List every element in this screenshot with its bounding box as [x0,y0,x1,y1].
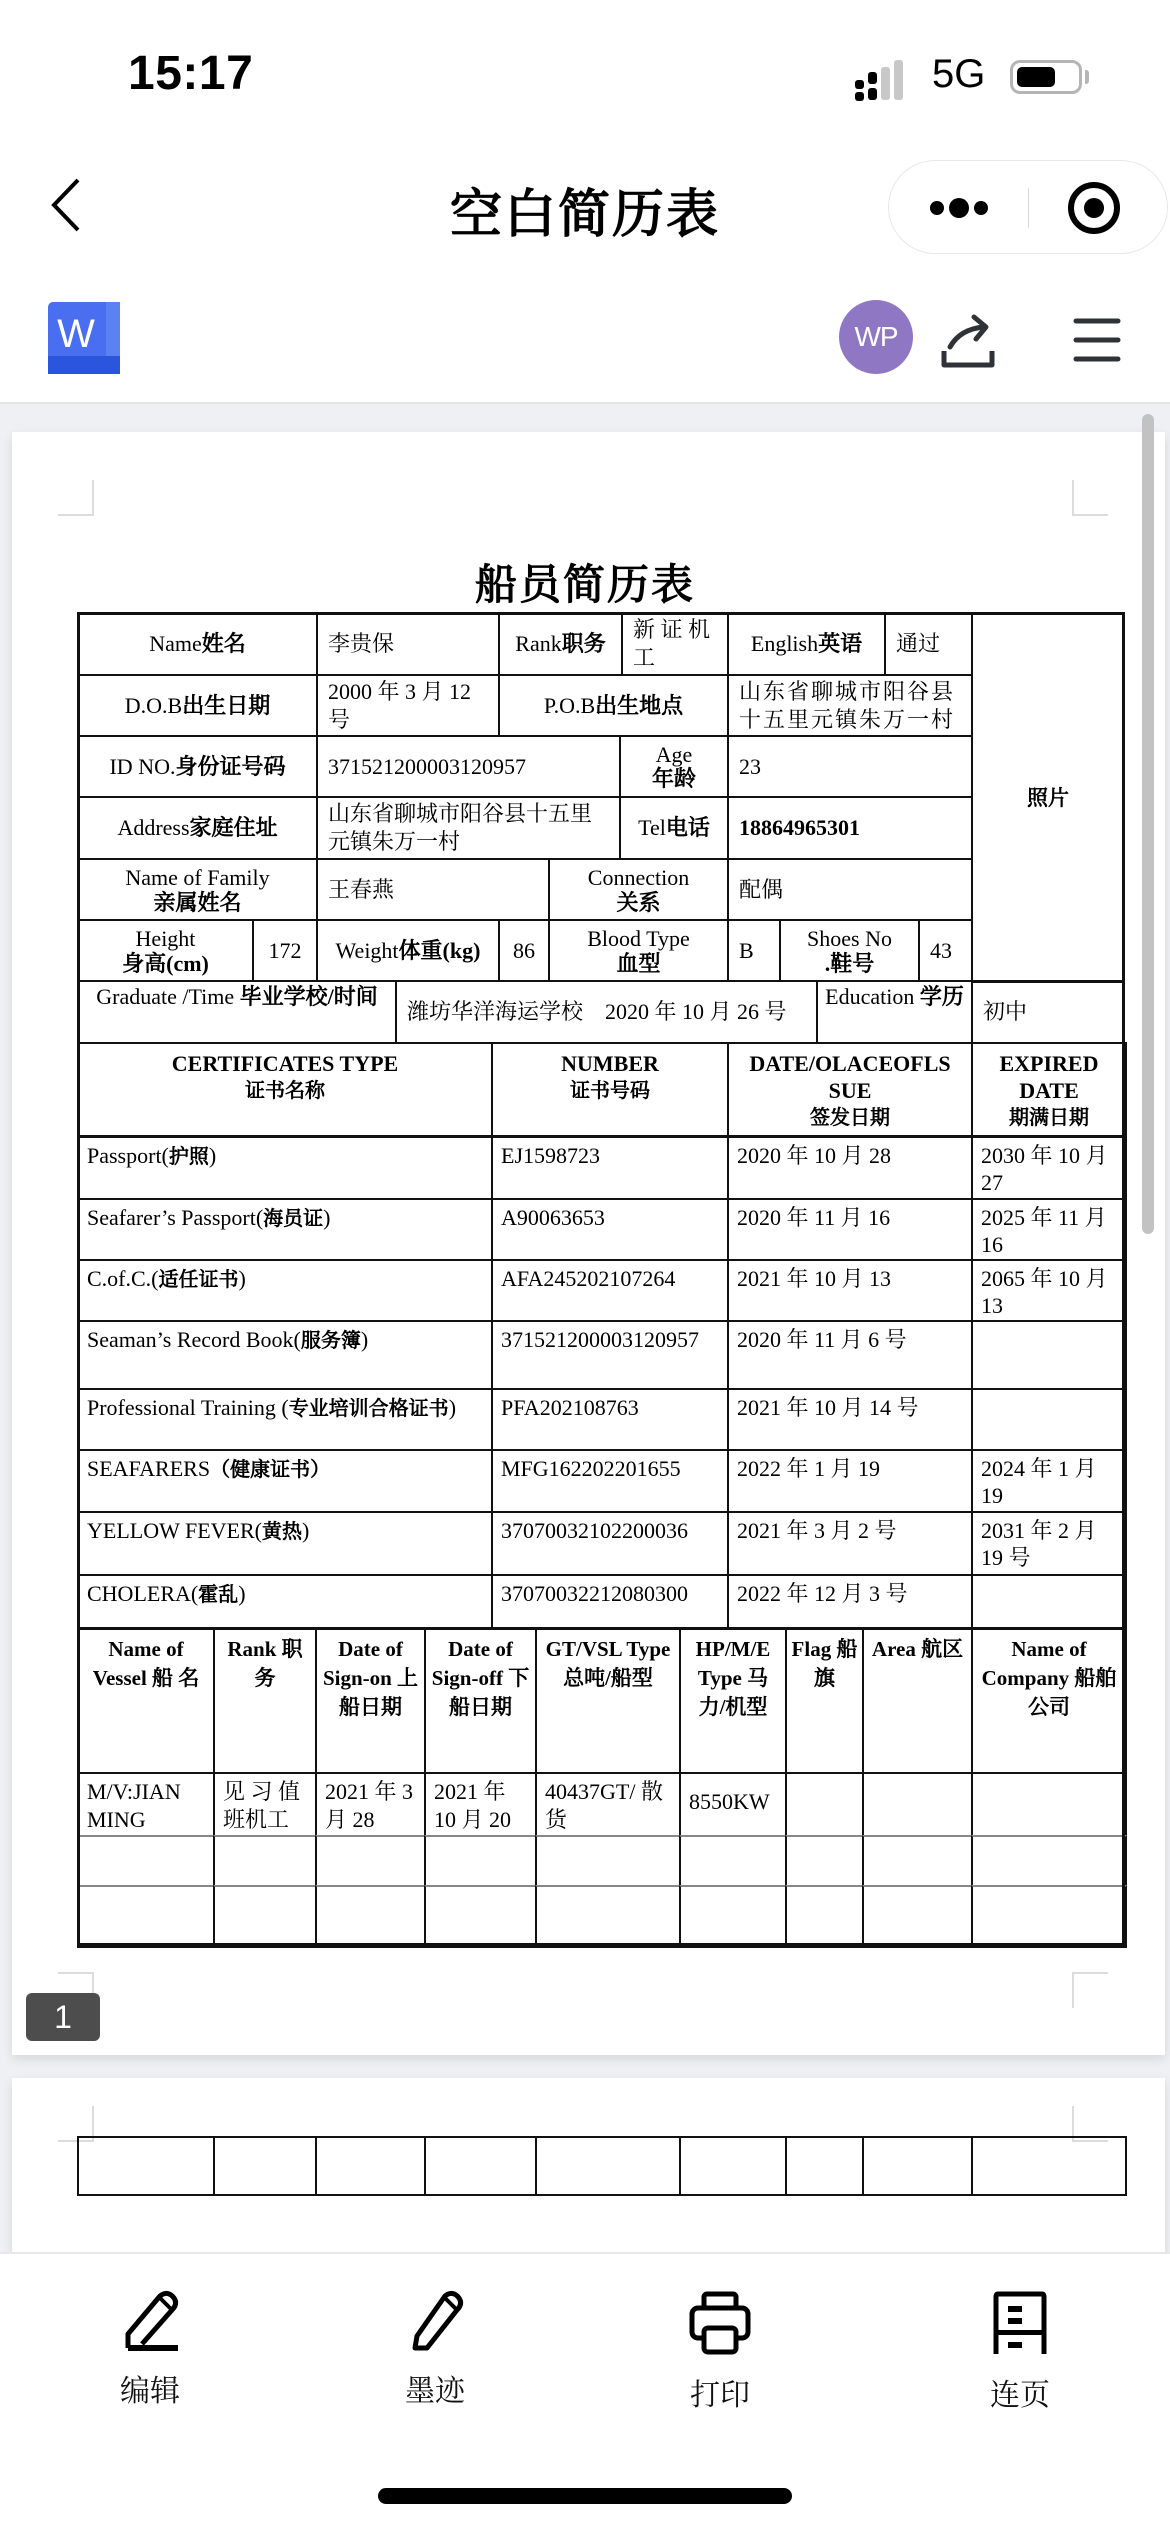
cert-expires-cell: 2065 年 10 月 13 [971,1259,1127,1322]
service-table-cell [679,1885,787,1948]
service-table-cell: 2021 年 3 月 28 [315,1772,426,1837]
cert-type-en: Professional Training ( [87,1395,289,1420]
page2-table-cell [213,2136,317,2196]
cert-issued-cell: 2022 年 1 月 19 [727,1449,973,1513]
avatar[interactable]: WP [839,300,913,374]
cert-header-cell [77,1042,493,1137]
rank-value: 新 证 机工 [621,612,729,676]
family-label: Name of Family 亲属姓名 [77,858,318,921]
cert-issued-cell: 2021 年 10 月 13 [727,1259,973,1322]
cert-type-en: Seafarer’s Passport( [87,1205,264,1230]
mini-program-capsule [888,160,1168,254]
cert-issued-cell: 2020 年 10 月 28 [727,1136,973,1200]
cert-number-cell: EJ1598723 [491,1136,729,1200]
service-table-cell [315,1835,426,1887]
english-label: English 英语 [727,612,886,676]
page2-table-cell [77,2136,215,2196]
service-table-cell [785,1885,864,1948]
cert-type-zh: 适任证书 [158,1267,239,1291]
cert-type-zh: （健康证书） [210,1457,331,1481]
cert-type-cell [77,1320,493,1390]
cert-expires-cell: 2031 年 2 月 19 号 [971,1511,1127,1576]
cert-number-cell: 371521200003120957 [491,1320,729,1390]
service-table-cell [862,1772,973,1837]
cert-number-cell: 37070032102200036 [491,1511,729,1576]
cert-expires-cell [971,1320,1127,1390]
service-table-cell: 见 习 值班机工 [213,1772,317,1837]
cert-type-tail: ) [360,1327,369,1352]
status-time: 15:17 [128,47,254,100]
weight-label: Weight 体重(kg) [316,919,500,982]
edit-pen-icon [120,2290,180,2352]
service-table-cell: 40437GT/ 散货 [535,1772,681,1837]
share-button[interactable] [930,305,1002,377]
cert-type-cell [77,1388,493,1451]
service-table-cell [77,1885,215,1948]
service-header-cell: Date of Sign-off 下船日期 [424,1627,537,1774]
service-header-cell: GT/VSL Type 总吨/船型 [535,1627,681,1774]
service-table-cell [213,1835,317,1887]
battery-cap [1085,70,1089,84]
tel-value: 18864965301 [727,796,973,860]
service-header-cell: Flag 船旗 [785,1627,864,1774]
cert-header-cell [971,1042,1127,1137]
service-table-cell: M/V:JIAN MING [77,1772,215,1837]
pob-label: P.O.B 出生地点 [498,674,729,737]
cert-header-en: EXPIRED DATE [999,1051,1099,1103]
cert-header-cell [727,1042,973,1137]
cert-type-cell [77,1574,493,1630]
connection-value: 配偶 [727,858,973,921]
cert-number-cell: AFA245202107264 [491,1259,729,1322]
cert-type-cell [77,1198,493,1261]
service-table-cell [315,1885,426,1948]
print-button[interactable] [645,2290,795,2410]
more-dots-icon [889,161,1028,255]
service-table-cell [535,1835,681,1887]
connection-label: Connection 关系 [548,858,729,921]
cert-header-zh: 签发日期 [810,1105,890,1129]
service-table-cell [971,1772,1127,1837]
cert-header-zh: 期满日期 [1009,1105,1089,1129]
page2-table-cell [971,2136,1127,2196]
service-table-cell [785,1772,864,1837]
word-app-icon [48,302,120,374]
battery-icon [1010,60,1082,94]
continuous-page-icon [990,2290,1050,2356]
cert-expires-cell [971,1388,1127,1451]
cert-type-zh: 霍乱 [198,1582,239,1606]
page2-table-cell [862,2136,973,2196]
edit-button[interactable] [75,2290,225,2410]
cert-expires-cell: 2024 年 1 月 19 [971,1449,1127,1513]
cert-type-cell [77,1136,493,1200]
cert-number-cell: A90063653 [491,1198,729,1261]
word-letter: W [57,312,95,356]
ink-button[interactable] [360,2290,510,2410]
name-label: Name 姓名 [77,612,318,676]
name-value: 李贵保 [316,612,500,676]
cert-type-tail: ) [448,1395,457,1420]
cert-type-tail: ) [323,1205,331,1230]
education-value: 初中 [971,980,1125,1044]
edit-label: 编辑 [120,2375,180,2408]
address-value: 山东省聊城市阳谷县十五里元镇朱万一村 [316,796,621,860]
service-header-cell: Area 航区 [862,1627,973,1774]
cert-type-tail: ) [238,1266,246,1291]
service-table-cell [424,1835,537,1887]
cert-expires-cell [971,1574,1127,1630]
shoes-value: 43 [918,919,973,982]
education-label: Education 学历 [816,980,973,1044]
service-table-cell [971,1885,1127,1948]
ink-pencil-icon [405,2290,465,2352]
service-header-cell: Name of Company 船舶公司 [971,1627,1127,1774]
printer-icon [688,2290,752,2356]
service-table-cell [862,1835,973,1887]
cert-type-tail: ) [208,1143,217,1168]
cert-expires-cell: 2030 年 10 月 27 [971,1136,1127,1200]
blood-label: Blood Type 血型 [548,919,729,982]
cert-number-cell: MFG162202201655 [491,1449,729,1513]
age-label: Age 年龄 [619,735,729,798]
document-title: 船员简历表 [474,560,695,609]
more-button[interactable] [889,161,1028,255]
shoes-label: Shoes No .鞋号 [779,919,920,982]
address-label: Address 家庭住址 [77,796,318,860]
page2-table-cell [679,2136,787,2196]
photo-placeholder: 照片 [971,612,1125,983]
page2-table-cell [535,2136,681,2196]
crop-mark [1072,1972,1108,2008]
crop-mark [58,480,94,516]
share-icon [930,305,1002,377]
cert-type-cell [77,1449,493,1513]
cert-type-en: YELLOW FEVER( [87,1518,262,1543]
page2-table-fragment [77,2136,1125,2196]
cert-header-zh: 证书号码 [570,1078,650,1102]
cert-issued-cell: 2020 年 11 月 16 [727,1198,973,1261]
cert-type-zh: 服务簿 [300,1328,361,1352]
rank-label: Rank 职务 [498,612,623,676]
service-table-cell: 8550KW [679,1772,787,1837]
service-table-cell [424,1885,537,1948]
cert-header-en: DATE/OLACEOFLS SUE [749,1051,951,1103]
id-value: 371521200003120957 [316,735,621,798]
tel-label: Tel 电话 [619,796,729,860]
cert-issued-cell: 2021 年 10 月 14 号 [727,1388,973,1451]
page2-table-cell [424,2136,537,2196]
target-close-icon [1029,161,1167,255]
cert-issued-cell: 2020 年 11 月 6 号 [727,1320,973,1390]
service-header-cell: HP/M/E Type 马力/机型 [679,1627,787,1774]
weight-value: 86 [498,919,550,982]
home-indicator [378,2488,792,2504]
menu-button[interactable] [1060,305,1134,377]
cert-header-cell [491,1042,729,1137]
cert-type-en: Passport( [87,1143,169,1168]
cert-number-cell: PFA202108763 [491,1388,729,1451]
scrollbar[interactable] [1142,414,1154,1234]
height-value: 172 [252,919,318,982]
page-title: 空白简历表 [449,186,720,244]
cert-header-en: NUMBER [561,1051,659,1076]
service-table-cell [679,1835,787,1887]
hamburger-menu-icon [1060,305,1134,377]
service-header-cell: Date of Sign-on 上船日期 [315,1627,426,1774]
height-label: Height 身高(cm) [77,919,254,982]
english-value: 通过 [884,612,973,676]
graduate-label: Graduate /Time 毕业学校/时间 [77,980,397,1044]
cert-type-zh: 海员证 [263,1206,324,1230]
service-table-cell: 2021 年 10 月 20 [424,1772,537,1837]
service-table-cell [213,1885,317,1948]
cellular-signal-icon [855,60,915,100]
dob-label: D.O.B 出生日期 [77,674,318,737]
id-label: ID NO. 身份证号码 [77,735,318,798]
graduate-value: 潍坊华洋海运学校 2020 年 10 月 26 号 [395,980,818,1044]
cert-type-zh: 护照 [168,1144,209,1168]
cert-header-en: CERTIFICATES TYPE [171,1051,399,1076]
network-type: 5G [932,52,986,96]
service-table-cell [535,1885,681,1948]
close-mini-program-button[interactable] [1029,161,1167,255]
cert-type-cell [77,1259,493,1322]
cert-header-zh: 证书名称 [245,1078,325,1102]
page-number-badge: 1 [26,1993,100,2041]
page2-table-cell [785,2136,864,2196]
blood-value: B [727,919,781,982]
cert-type-cell [77,1511,493,1576]
age-value: 23 [727,735,973,798]
cert-type-zh: 专业培训合格证书 [288,1396,449,1420]
cert-type-en: CHOLERA( [87,1581,199,1606]
crop-mark [1072,480,1108,516]
continuous-page-label: 连页 [990,2379,1050,2412]
cert-issued-cell: 2022 年 12 月 3 号 [727,1574,973,1630]
pob-value: 山东省聊城市阳谷县十五里元镇朱万一村 [727,674,973,737]
service-table-cell [971,1835,1127,1887]
family-value: 王春燕 [316,858,550,921]
page2-table-cell [315,2136,426,2196]
cert-type-zh: 黄热 [261,1519,302,1543]
service-table-cell [77,1835,215,1887]
cert-type-en: SEAFARERS [87,1456,211,1481]
cert-type-en: Seaman’s Record Book( [87,1327,301,1352]
service-header-cell: Rank 职务 [213,1627,317,1774]
cert-issued-cell: 2021 年 3 月 2 号 [727,1511,973,1576]
print-label: 打印 [690,2379,750,2412]
cert-number-cell: 37070032212080300 [491,1574,729,1630]
cert-type-tail: ) [238,1581,246,1606]
service-header-cell: Name of Vessel 船 名 [77,1627,215,1774]
cert-type-en: C.of.C.( [87,1266,159,1291]
service-table-cell [785,1835,864,1887]
cert-type-tail: ) [301,1518,310,1543]
service-table-cell [862,1885,973,1948]
cert-expires-cell: 2025 年 11 月 16 [971,1198,1127,1261]
ink-label: 墨迹 [405,2375,465,2408]
continuous-page-button[interactable] [945,2290,1095,2410]
dob-value: 2000 年 3 月 12 号 [316,674,500,737]
